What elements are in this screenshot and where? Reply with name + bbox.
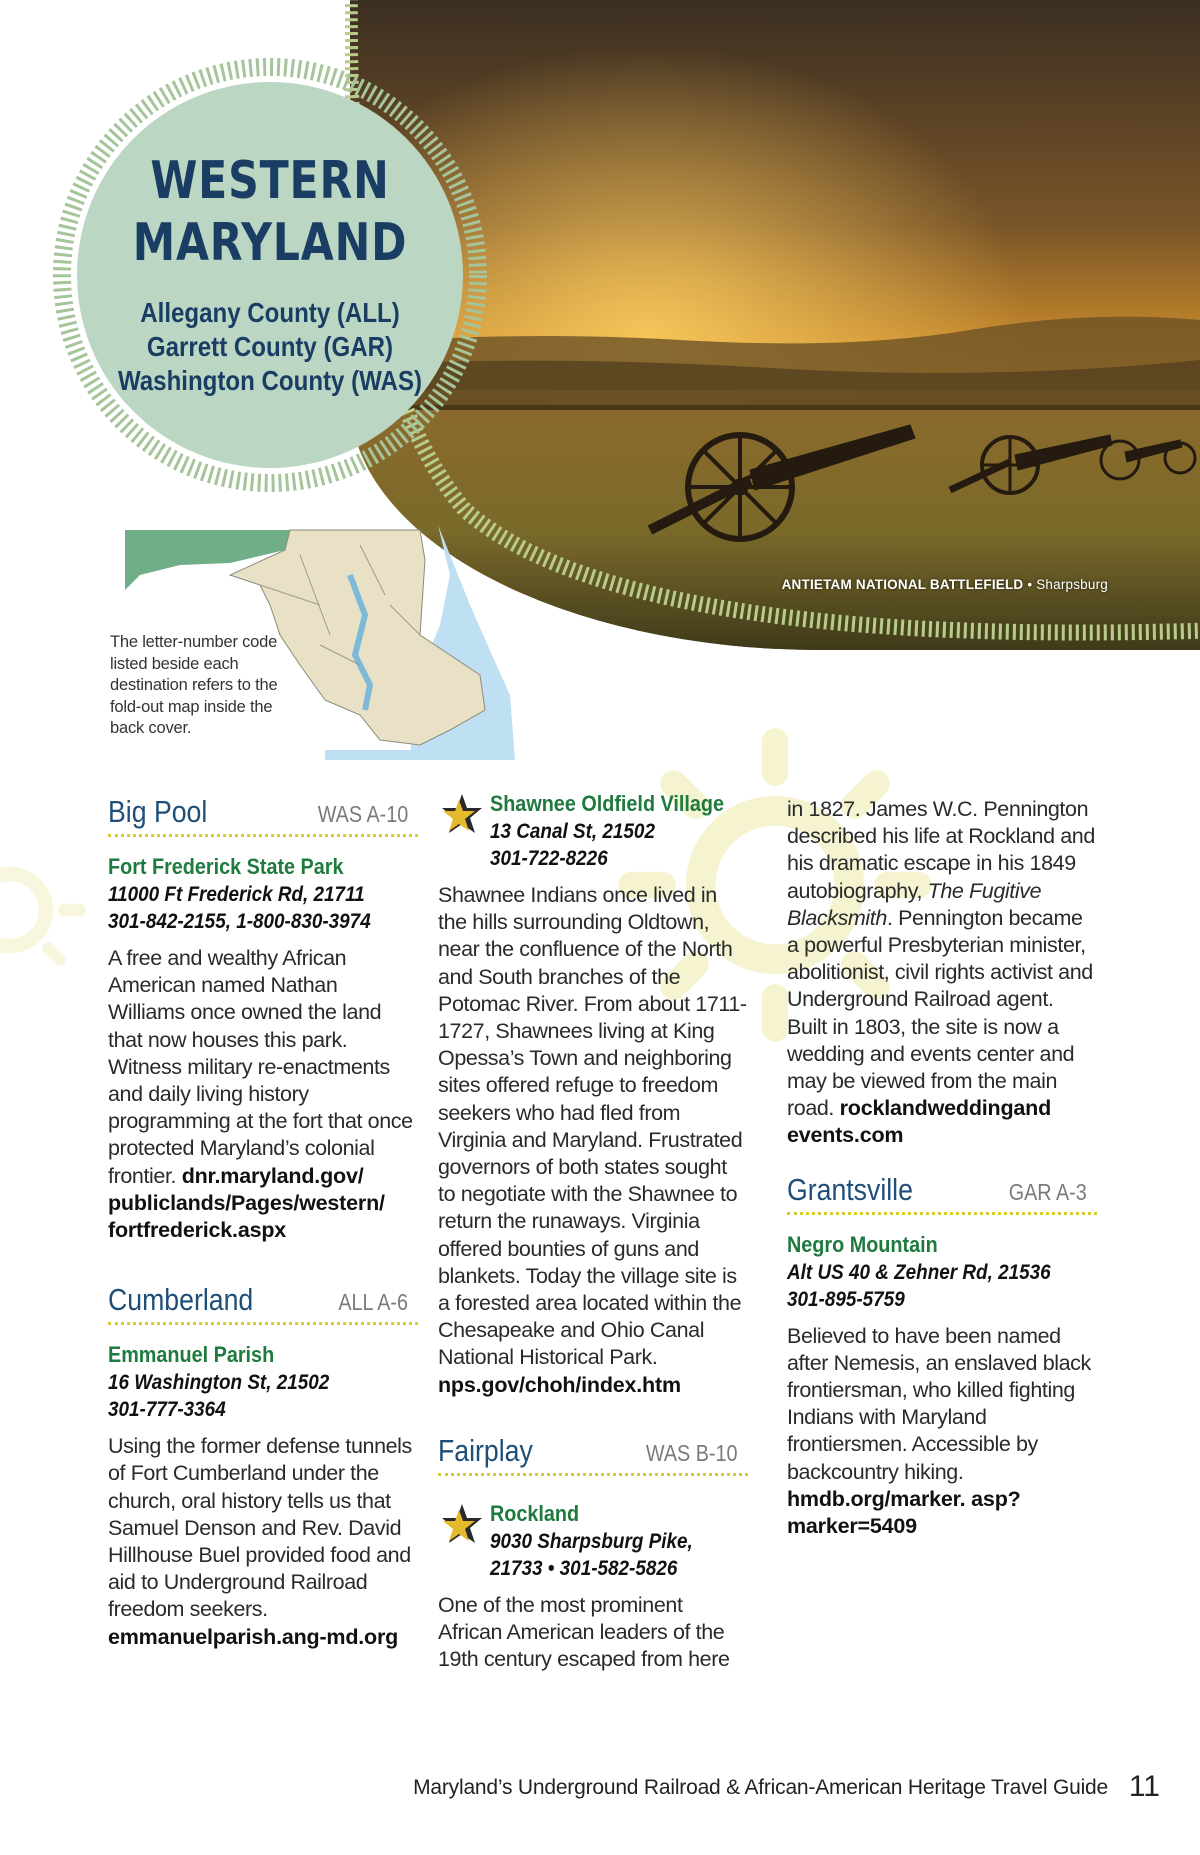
page-number: 11 <box>1128 1770 1160 1803</box>
site-description-text: A free and wealthy African American named Nathan Williams once owned the land that now houses this park. Witness military re-enactments and daily living history programming at the fort that once protected Maryland’s colonial frontier. <box>108 946 413 1188</box>
map-code: WAS B-10 <box>646 1439 738 1466</box>
town-header-grantsville <box>787 1168 1097 1215</box>
site-description <box>438 882 748 1399</box>
site-website-link[interactable]: rocklandweddingand events.com <box>787 1096 1052 1148</box>
site-fort-frederick <box>108 853 418 1244</box>
map-note: The letter-number code listed beside each destination refers to the fold-out map inside the back cover. <box>110 633 278 737</box>
site-address-phone: 21733 • 301-582-5826 <box>490 1556 678 1580</box>
rockland-description-continued <box>787 796 1097 1150</box>
site-phone: 301-777-3364 <box>108 1398 226 1422</box>
guide-title-footer: Maryland’s Underground Railroad & African-American Heritage Travel Guide <box>413 1776 1108 1799</box>
site-description <box>787 1323 1097 1541</box>
column-2 <box>438 790 748 1673</box>
title-circle-graphic <box>50 55 490 495</box>
town-header-fairplay <box>438 1429 748 1476</box>
site-name: Emmanuel Parish <box>108 1342 275 1368</box>
photo-caption <box>782 577 1108 592</box>
site-name: Rockland <box>490 1500 580 1526</box>
site-description <box>108 945 418 1244</box>
site-negro-mountain <box>787 1231 1097 1541</box>
site-name: Negro Mountain <box>787 1231 938 1257</box>
site-description-text: Believed to have been named after Nemesis, an enslaved black frontiersman, who killed fighting Indians with Maryland frontiersmen. Accessible by backcountry hiking. <box>787 1323 1091 1484</box>
map-code: GAR A-3 <box>1008 1178 1087 1205</box>
site-shawnee-oldfield <box>438 790 748 872</box>
town-name: Big Pool <box>108 794 208 829</box>
region-title <box>90 150 451 274</box>
town-name: Cumberland <box>108 1282 254 1318</box>
site-address: 9030 Sharpsburg Pike, <box>490 1529 693 1553</box>
site-name: Shawnee Oldfield Village <box>490 791 725 816</box>
site-rockland <box>438 1500 748 1582</box>
county-list <box>81 296 459 398</box>
town-header-cumberland <box>108 1278 418 1325</box>
site-address: 13 Canal St, 21502 <box>490 820 655 843</box>
site-description <box>108 1433 418 1651</box>
site-address: Alt US 40 & Zehner Rd, 21536 <box>787 1260 1051 1284</box>
column-1 <box>108 790 418 1651</box>
town-name: Grantsville <box>787 1171 913 1207</box>
region-title-line2: MARYLAND <box>132 213 408 273</box>
description-text-2: . Pennington became a powerful Presbyterian minister, abolitionist, civil rights activist and Underground Railroad agent. Built in 1803, the site is now a wedding and events center and may be viewed from the main road. <box>787 905 1093 1121</box>
site-website-link[interactable]: emmanuelparish.ang-md.org <box>108 1624 399 1649</box>
site-website-link[interactable]: hmdb.org/marker. asp?marker=5409 <box>787 1486 1021 1539</box>
site-description-text: Shawnee Indians once lived in the hills surrounding Oldtown, near the confluence of the North and South branches of the Potomac River. From about 1711-1727, Shawnees living at King Opessa’s Town and neighboring sites offered refuge to freedom seekers who had fled from Virginia and Maryland. Frustrated governors of both states sought to negotiate with the Shawnee to return the runaways. Virginia offered bounties of guns and blankets. Today the village site is a forested area located within the Chesapeake and Ohio Canal National Historical Park. <box>438 883 747 1370</box>
map-code: ALL A-6 <box>338 1289 408 1316</box>
site-phone: 301-895-5759 <box>787 1287 905 1311</box>
site-address: 11000 Ft Frederick Rd, 21711 <box>108 883 365 906</box>
site-name: Fort Frederick State Park <box>108 854 344 879</box>
sun-emblem-partial-icon <box>0 830 90 990</box>
region-title-circle <box>50 55 490 495</box>
description-text: in 1827. James W.C. Pennington described his life at Rockland and his dramatic escape in his 1849 autobiography, <box>787 797 1095 903</box>
town-name: Fairplay <box>438 1432 533 1468</box>
site-phone: 301-722-8226 <box>490 847 608 870</box>
site-description-text: Using the former defense tunnels of Fort Cumberland under the church, oral history tells us that Samuel Denson and Rev. David Hillhouse Buel provided food and aid to Underground Railroad freedom seekers. <box>108 1434 412 1622</box>
county-washington: Washington County (WAS) <box>117 365 423 396</box>
town-header-big-pool <box>108 790 418 837</box>
book-title: The Fugitive Blacksmith <box>787 878 1042 930</box>
site-website-link[interactable]: dnr.maryland.gov/ publiclands/Pages/western/ fortfrederick.aspx <box>108 1163 385 1243</box>
site-description: One of the most prominent African American leaders of the 19th century escaped from here <box>438 1592 730 1672</box>
region-title-line1: WESTERN <box>150 151 390 211</box>
column-3 <box>787 796 1097 1540</box>
underground-railroad-star-icon <box>440 792 484 836</box>
county-garrett: Garrett County (GAR) <box>146 331 394 362</box>
site-emmanuel-parish <box>108 1341 418 1651</box>
site-website-link[interactable]: nps.gov/choh/index.htm <box>438 1372 681 1397</box>
underground-railroad-star-icon <box>440 1502 484 1546</box>
photo-caption-location: • Sharpsburg <box>1023 577 1108 592</box>
site-phone: 301-842-2155, 1-800-830-3974 <box>108 910 371 933</box>
county-allegany: Allegany County (ALL) <box>140 297 400 328</box>
photo-caption-name: ANTIETAM NATIONAL BATTLEFIELD <box>781 577 1024 592</box>
site-address: 16 Washington St, 21502 <box>108 1371 330 1395</box>
map-code: WAS A-10 <box>317 801 408 827</box>
